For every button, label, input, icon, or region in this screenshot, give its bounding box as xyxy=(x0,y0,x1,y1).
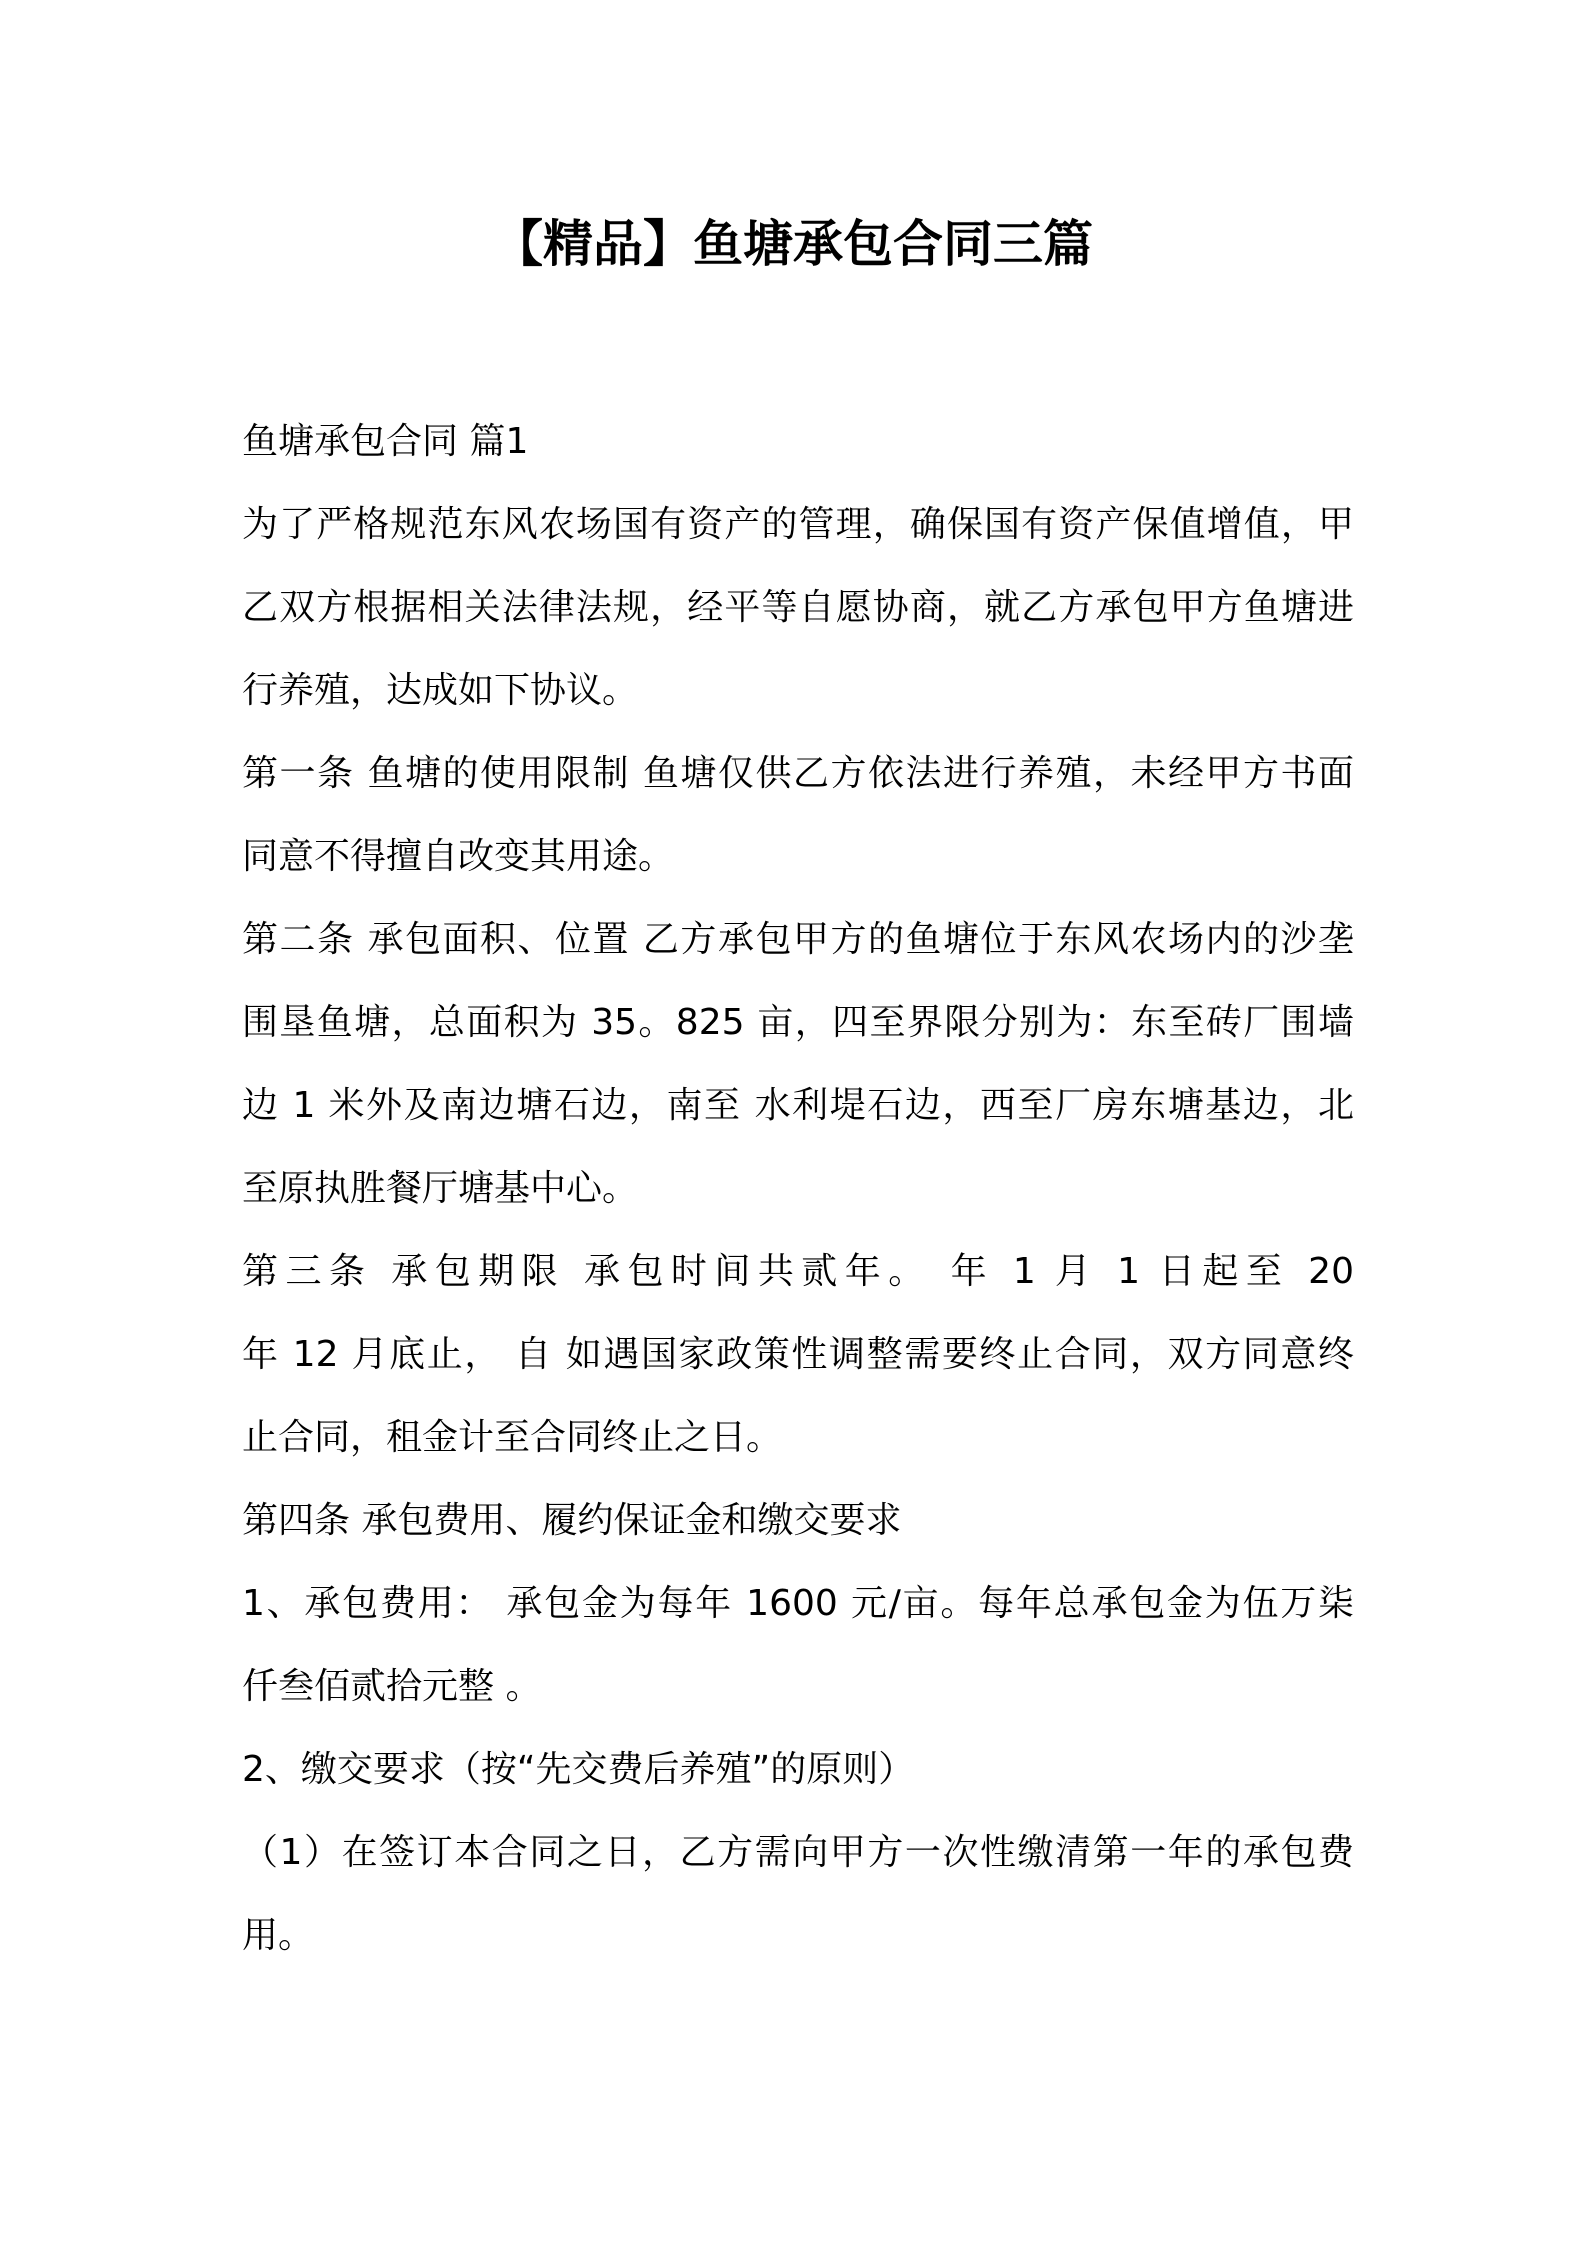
paragraph-line: 1、承包费用： 承包金为每年 1600 元/亩。每年总承包金为伍万柒 xyxy=(242,1583,1354,1624)
paragraph-line: 2、缴交要求（按“先交费后养殖”的原则） xyxy=(242,1749,915,1790)
paragraph-line: 围垦鱼塘，总面积为 35。825 亩，四至界限分别为：东至砖厂围墙 xyxy=(242,1002,1354,1043)
paragraph-line: 仟叁佰贰拾元整 。 xyxy=(242,1666,542,1707)
paragraph-line: 至原执胜餐厅塘基中心。 xyxy=(242,1168,639,1209)
paragraph-line: 年 12 月底止， 自 如遇国家政策性调整需要终止合同，双方同意终 xyxy=(242,1334,1354,1375)
paragraph-line: 边 1 米外及南边塘石边，南至 水利堤石边，西至厂房东塘基边，北 xyxy=(242,1085,1354,1126)
paragraph-line: 止合同，租金计至合同终止之日。 xyxy=(242,1417,783,1458)
paragraph-line: 第二条 承包面积、位置 乙方承包甲方的鱼塘位于东风农场内的沙垄 xyxy=(242,919,1354,960)
paragraph-line: 第四条 承包费用、履约保证金和缴交要求 xyxy=(242,1500,902,1541)
paragraph-line: 用。 xyxy=(242,1915,315,1956)
paragraph-line: 乙双方根据相关法律法规，经平等自愿协商，就乙方承包甲方鱼塘进 xyxy=(242,587,1354,628)
paragraph-line: 第一条 鱼塘的使用限制 鱼塘仅供乙方依法进行养殖，未经甲方书面 xyxy=(242,753,1354,794)
document-body xyxy=(242,400,1354,1977)
paragraph-line: 行养殖，达成如下协议。 xyxy=(242,670,639,711)
paragraph-line: 为了严格规范东风农场国有资产的管理，确保国有资产保值增值，甲 xyxy=(242,504,1354,545)
document-title: 【精品】鱼塘承包合同三篇 xyxy=(493,215,1093,273)
paragraph-line: （1）在签订本合同之日，乙方需向甲方一次性缴清第一年的承包费 xyxy=(242,1832,1354,1873)
section-heading: 鱼塘承包合同 篇1 xyxy=(242,421,529,462)
paragraph-line: 同意不得擅自改变其用途。 xyxy=(242,836,675,877)
paragraph-line: 第三条 承包期限 承包时间共贰年。 年 1 月 1 日起至 20 xyxy=(242,1251,1354,1292)
